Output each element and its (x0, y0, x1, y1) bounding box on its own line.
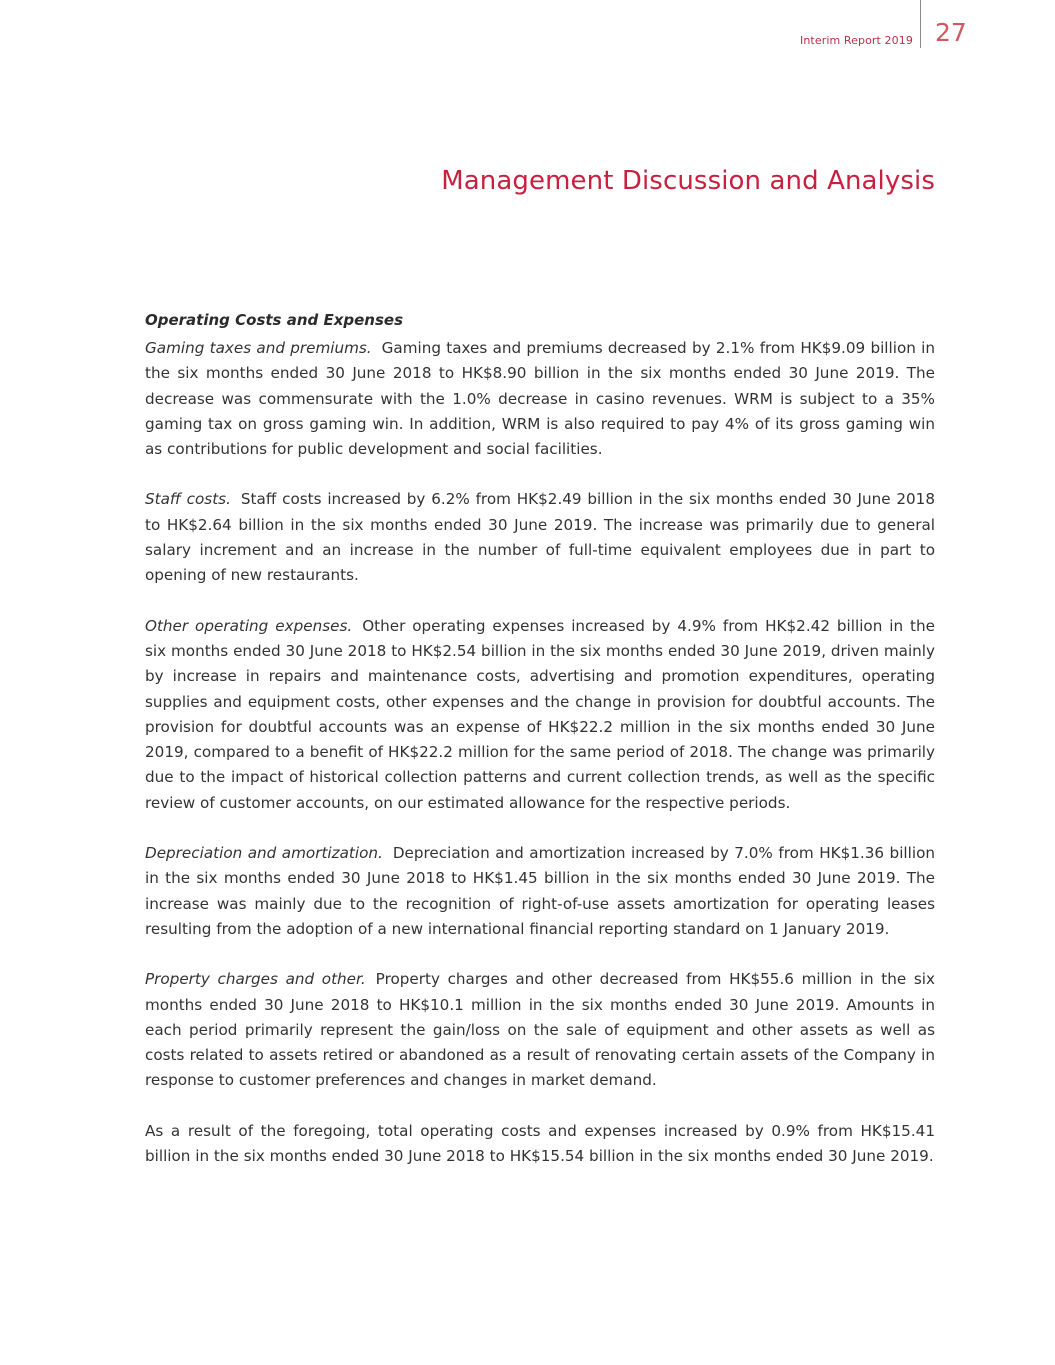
paragraph-text: Depreciation and amortization increased by 7.0% from HK$1.36 billion in the six months ended 30 June 2018 to HK$1.45 billion in the six months ended 30 June 2019. The increase was mainly due to the recognition of right-of-use assets amortization for operating leases resulting from the adoption of a new international financial reporting standard on 1 January 2019. (145, 844, 935, 938)
paragraph-text: Gaming taxes and premiums decreased by 2.1% from HK$9.09 billion in the six months ended 30 June 2018 to HK$8.90 billion in the six months ended 30 June 2019. The decrease was commensurate with the 1.0% decrease in casino revenues. WRM is subject to a 35% gaming tax on gross gaming win. In addition, WRM is also required to pay 4% of its gross gaming win as contributions for public development and social facilities. (145, 339, 935, 459)
body-content (145, 309, 935, 1194)
page-header (0, 0, 1055, 60)
paragraph-text: Other operating expenses increased by 4.9% from HK$2.42 billion in the six months ended 30 June 2018 to HK$2.54 billion in the six months ended 30 June 2019, driven mainly by increase in repairs and maintenance costs, advertising and promotion expenditures, operating supplies and equipment costs, other expenses and the change in provision for doubtful accounts. The provision for doubtful accounts was an expense of HK$22.2 million in the six months ended 30 June 2019, compared to a benefit of HK$22.2 million for the same period of 2018. The change was primarily due to the impact of historical collection patterns and current collection trends, as well as the specific review of customer accounts, on our estimated allowance for the respective periods. (145, 616, 935, 812)
paragraph-lead: Staff costs. (145, 490, 231, 509)
paragraph-staff-costs (145, 487, 935, 588)
report-label: Interim Report 2019 (800, 34, 913, 47)
header-divider (920, 0, 921, 48)
paragraph-text: Property charges and other decreased from HK$55.6 million in the six months ended 30 June 2018 to HK$10.1 million in the six months ended 30 June 2019. Amounts in each period primarily represent the gain/loss on the sale of equipment and other assets as well as costs related to assets retired or abandoned as a result of renovating certain assets of the Company in response to customer preferences and changes in market demand. (145, 970, 935, 1090)
paragraph-text: Staff costs increased by 6.2% from HK$2.49 billion in the six months ended 30 June 2018 to HK$2.64 billion in the six months ended 30 June 2019. The increase was primarily due to general salary increment and an increase in the number of full-time equivalent employees due in part to opening of new restaurants. (145, 490, 935, 585)
paragraph-gaming-taxes (145, 336, 935, 462)
paragraph-summary (145, 1119, 935, 1170)
paragraph-lead: Property charges and other. (145, 970, 366, 989)
section-title: Management Discussion and Analysis (441, 166, 935, 196)
page-number: 27 (935, 18, 967, 47)
paragraph-lead: Other operating expenses. (145, 616, 353, 635)
subheading: Operating Costs and Expenses (145, 311, 403, 329)
paragraph-property-charges (145, 967, 935, 1093)
paragraph-lead: Depreciation and amortization. (145, 844, 383, 863)
paragraph-lead: Gaming taxes and premiums. (145, 339, 372, 357)
paragraph-other-operating-expenses (145, 614, 935, 816)
paragraph-depreciation (145, 841, 935, 942)
paragraph-text: As a result of the foregoing, total operating costs and expenses increased by 0.9% from HK$15.41 billion in the six months ended 30 June 2018 to HK$15.54 billion in the six months ended 30 June 2019. (145, 1121, 935, 1166)
